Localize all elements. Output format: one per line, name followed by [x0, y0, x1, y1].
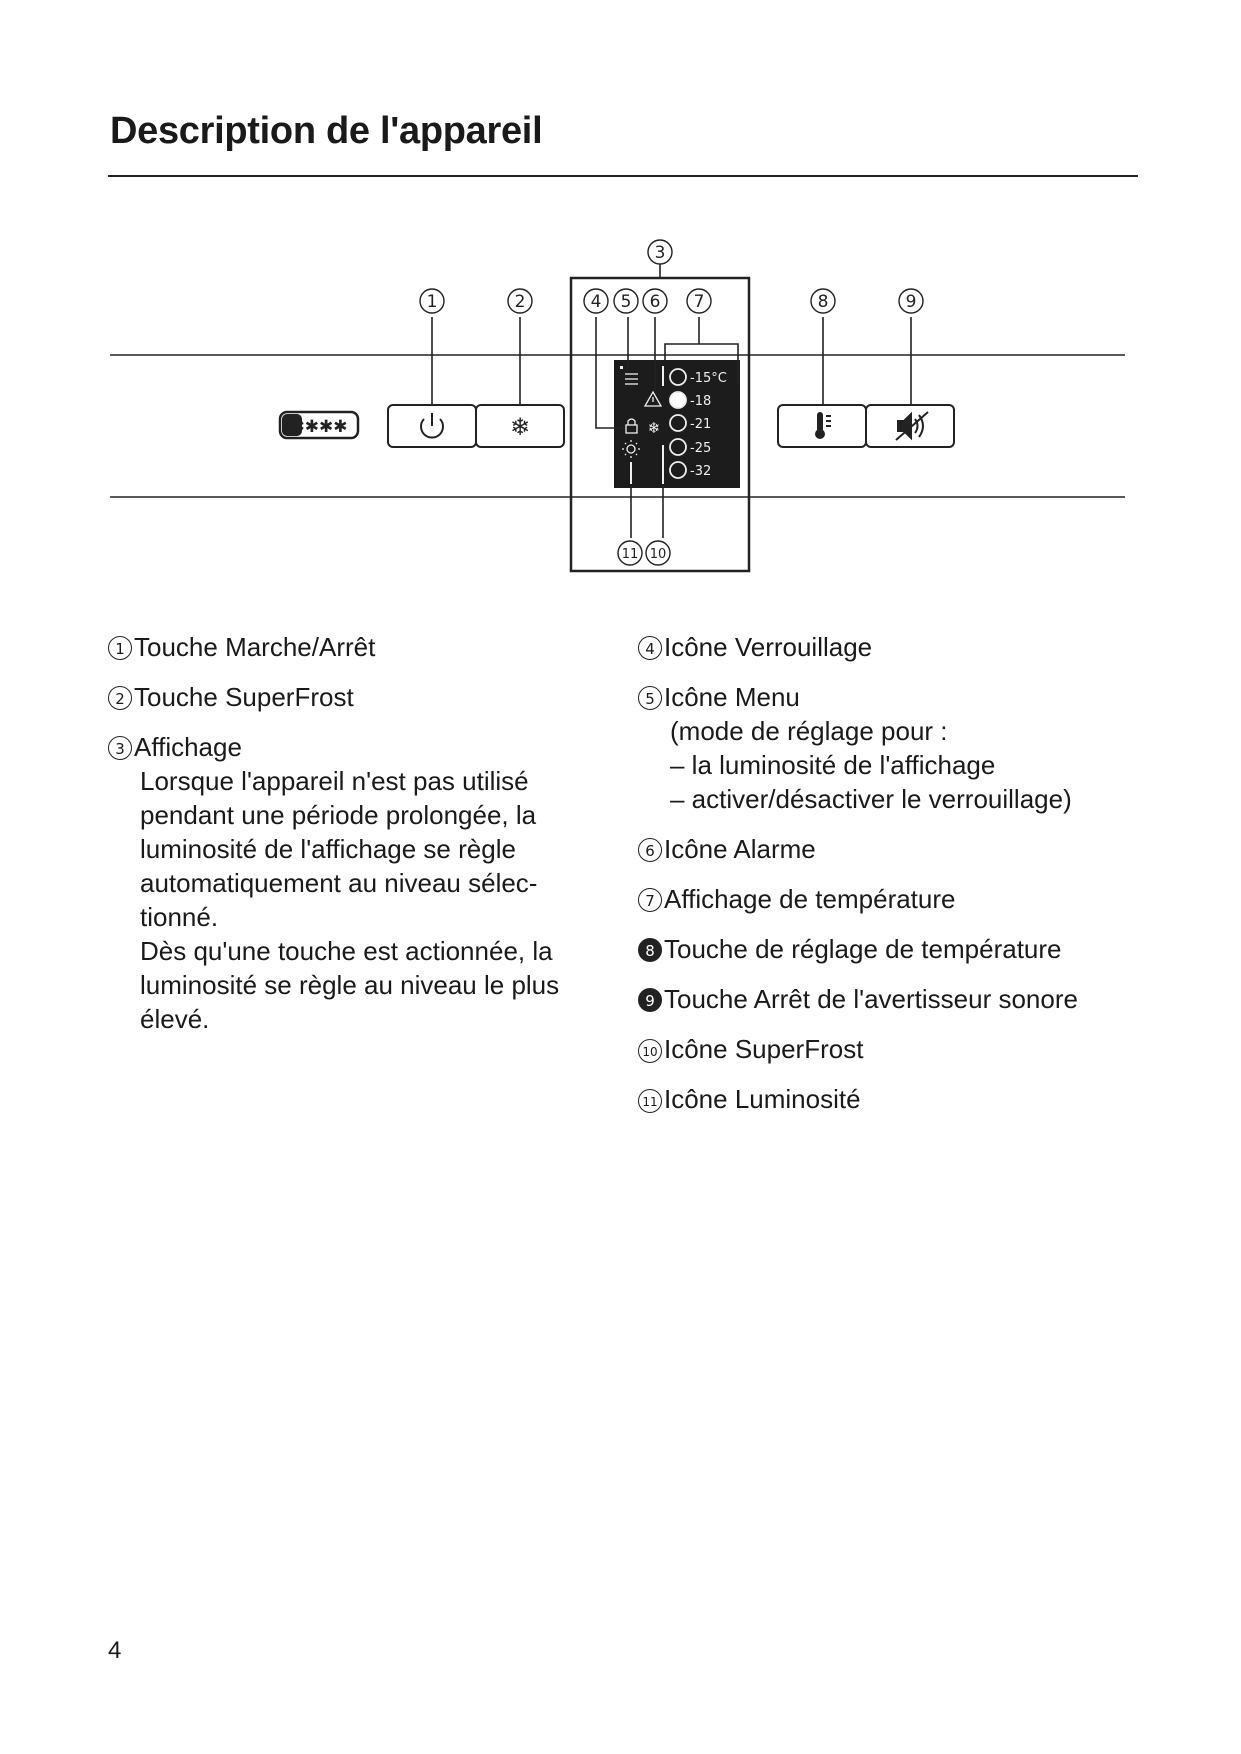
callout-11	[618, 541, 642, 565]
svg-text:11: 11	[621, 547, 639, 562]
page-title: Description de l'appareil	[110, 110, 543, 152]
legend-number: 11	[638, 1089, 662, 1113]
legend-item	[638, 882, 1158, 916]
stars-label: ✱✱✱✱	[290, 417, 348, 437]
callout-2	[508, 289, 532, 313]
star-rating-badge	[280, 412, 358, 438]
legend-item	[108, 730, 628, 1036]
legend-item	[108, 680, 628, 714]
legend-title: Icône Alarme	[664, 834, 816, 864]
callout-1	[420, 289, 444, 313]
legend-number: 2	[108, 686, 132, 710]
legend-left	[108, 630, 628, 1052]
snowflake-icon: ❄	[509, 413, 531, 441]
legend-title: Touche SuperFrost	[134, 682, 354, 712]
callout-3	[648, 240, 672, 264]
callout-5	[614, 289, 638, 313]
legend-item	[638, 932, 1158, 966]
legend-number: 4	[638, 636, 662, 660]
legend-title: Icône Verrouillage	[664, 632, 873, 662]
legend-number: 8	[638, 938, 662, 962]
control-panel-diagram	[0, 0, 1241, 600]
temp-label: -21	[690, 417, 712, 432]
legend-title: Touche de réglage de température	[664, 934, 1062, 964]
legend-description: Lorsque l'appareil n'est pas utilisé pendant une période prolongée, la luminosité de l'affichage se règle automatiquement au niveau sélec- tionné. Dès qu'une touche est actionnée, la luminosité se règle au niveau le plus élevé.	[140, 766, 560, 1034]
legend-title: Icône Menu	[664, 682, 800, 712]
alarm-off-button[interactable]	[866, 405, 954, 447]
snowflake-icon: ❄	[647, 419, 661, 437]
callout-4	[584, 289, 608, 313]
svg-text:4: 4	[590, 292, 602, 312]
callout-7	[687, 289, 711, 313]
legend-item	[108, 630, 628, 664]
legend-number: 6	[638, 838, 662, 862]
temperature-button[interactable]	[778, 405, 866, 447]
legend-number: 9	[638, 988, 662, 1012]
callout-8	[811, 289, 835, 313]
svg-text:5: 5	[620, 292, 632, 312]
legend-title: Touche Arrêt de l'avertisseur sonore	[664, 984, 1078, 1014]
legend-number: 10	[638, 1039, 662, 1063]
svg-text:3: 3	[654, 243, 666, 263]
svg-text:6: 6	[649, 292, 661, 312]
legend-right	[638, 630, 1158, 1132]
legend-title: Affichage de température	[664, 884, 956, 914]
legend-title: Affichage	[134, 732, 242, 762]
temp-label: -25	[690, 441, 712, 456]
svg-text:1: 1	[426, 292, 438, 312]
legend-item	[638, 680, 1158, 816]
svg-text:8: 8	[817, 292, 829, 312]
legend-item	[638, 832, 1158, 866]
temp-label: -15°C	[690, 371, 727, 386]
legend-number: 7	[638, 888, 662, 912]
legend-item	[638, 982, 1158, 1016]
superfrost-button[interactable]	[476, 405, 564, 447]
callout-10	[646, 541, 670, 565]
legend-item	[638, 1082, 1158, 1116]
legend-number: 5	[638, 686, 662, 710]
page-number: 4	[108, 1637, 122, 1664]
legend-item	[638, 1032, 1158, 1066]
legend-description: (mode de réglage pour : – la luminosité de l'affichage – activer/désactiver le verrouillage)	[670, 716, 1072, 814]
legend-title: Icône SuperFrost	[664, 1034, 864, 1064]
legend-item	[638, 630, 1158, 664]
callout-6	[643, 289, 667, 313]
legend-title: Icône Luminosité	[664, 1084, 861, 1114]
svg-text:10: 10	[649, 547, 667, 562]
svg-text:9: 9	[905, 292, 917, 312]
display-panel	[614, 360, 740, 488]
callout-9	[899, 289, 923, 313]
svg-text:7: 7	[693, 292, 705, 312]
svg-text:2: 2	[514, 292, 526, 312]
temp-row-selected	[670, 392, 711, 409]
power-button[interactable]	[388, 405, 476, 447]
temp-label: -32	[690, 464, 712, 479]
legend-title: Touche Marche/Arrêt	[134, 632, 376, 662]
legend-number: 1	[108, 636, 132, 660]
temp-label: -18	[690, 394, 712, 409]
legend-number: 3	[108, 736, 132, 760]
